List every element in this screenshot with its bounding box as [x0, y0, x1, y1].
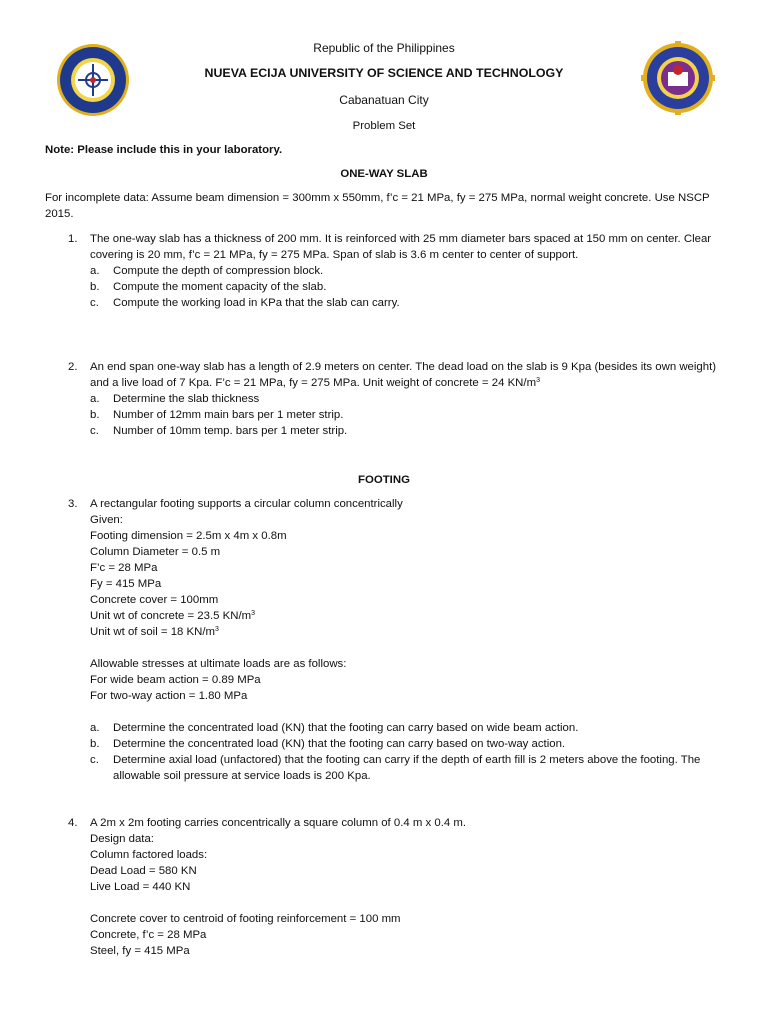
sub-text: Determine axial load (unfactored) that the footing can carry if the depth of earth fill is 2 meters above the footing. The allowable soil pressure at service loads is 200 Kpa. — [113, 754, 701, 782]
sub-question — [90, 407, 728, 423]
sub-text: Determine the slab thickness — [113, 393, 260, 405]
city-name: Cabanatuan City — [339, 93, 429, 107]
sub-text: Determine the concentrated load (KN) that the footing can carry based on wide beam action. — [113, 722, 579, 734]
given-line: Unit wt of soil = 18 $KN/m^3$ — [90, 626, 219, 638]
sub-letter: c. — [90, 297, 99, 309]
design-line: Concrete cover to centroid of footing reinforcement = 100 mm — [90, 913, 401, 925]
allowable-line: For wide beam action = 0.89 MPa — [90, 674, 261, 686]
given-line: Concrete cover = 100mm — [90, 594, 219, 606]
design-line: Concrete, f’c = 28 MPa — [90, 929, 207, 941]
problem-text: A 2m x 2m footing carries concentrically a square column of 0.4 m x 0.4 m. — [90, 817, 467, 829]
allowable-label: Allowable stresses at ultimate loads are as follows: — [90, 658, 347, 670]
sub-question — [90, 720, 728, 736]
problem-1 — [68, 231, 728, 311]
sub-letter: c. — [90, 754, 99, 766]
given-line: Unit wt of concrete = 23.5 $KN/m^3$ — [90, 610, 256, 622]
sub-text: Compute the working load in KPa that the slab can carry. — [113, 297, 400, 309]
sub-question — [90, 279, 728, 295]
problem-number: 4. — [68, 817, 78, 829]
problem-2 — [68, 359, 728, 439]
sub-text: Number of 12mm main bars per 1 meter strip. — [113, 409, 344, 421]
republic-heading: Republic of the Philippines — [313, 41, 455, 55]
sub-letter: b. — [90, 409, 100, 421]
sub-question — [90, 736, 728, 752]
sub-letter: a. — [90, 393, 100, 405]
design-line: Live Load = 440 KN — [90, 881, 191, 893]
design-line: Design data: — [90, 833, 154, 845]
sub-letter: a. — [90, 265, 100, 277]
document-title: Problem Set — [352, 120, 416, 132]
sub-question — [90, 752, 728, 784]
sub-question — [90, 295, 728, 311]
sub-text: Compute the moment capacity of the slab. — [113, 281, 327, 293]
university-name: NUEVA ECIJA UNIVERSITY OF SCIENCE AND TECHNOLOGY — [204, 66, 564, 80]
allowable-line: For two-way action = 1.80 MPa — [90, 690, 248, 702]
problem-text: An end span one-way slab has a length of 2.9 meters on center. The dead load on the slab is 9 Kpa (besides its own weight) and a live load of 7 Kpa. F’c = 21 MPa, fy = 275 MPa. Unit weight of concrete = 24 $KN/m^3$ — [90, 361, 717, 389]
problem-number: 2. — [68, 361, 78, 373]
problem-number: 1. — [68, 233, 78, 245]
sub-text: Compute the depth of compression block. — [113, 265, 324, 277]
problem-text: The one-way slab has a thickness of 200 mm. It is reinforced with 25 mm diameter bars spaced at 150 mm on center. Clear covering is 20 mm, f’c = 21 MPa, fy = 275 MPa. Span of slab is 3.6 m center to center of support. — [90, 233, 712, 261]
design-line: Steel, fy = 415 MPa — [90, 945, 190, 957]
given-line: Footing dimension = 2.5m x 4m x 0.8m — [90, 530, 287, 542]
sub-question — [90, 391, 728, 407]
superscript: 3 — [536, 377, 540, 384]
problem-4 — [68, 815, 728, 959]
sub-letter: a. — [90, 722, 100, 734]
sub-text: Determine the concentrated load (KN) that the footing can carry based on two-way action. — [113, 738, 566, 750]
given-line: Fy = 415 MPa — [90, 578, 162, 590]
given-label: Given: — [90, 514, 123, 526]
given-line: F’c = 28 MPa — [90, 562, 158, 574]
superscript: 3 — [251, 610, 256, 617]
superscript: 3 — [215, 626, 219, 633]
sub-text: Number of 10mm temp. bars per 1 meter strip. — [113, 425, 348, 437]
problem-text: A rectangular footing supports a circular column concentrically — [90, 498, 403, 510]
section-intro: For incomplete data: Assume beam dimension = 300mm x 550mm, f’c = 21 MPa, fy = 275 MPa, normal weight concrete. Use NSCP 2015. — [45, 192, 710, 220]
problem-number: 3. — [68, 498, 78, 510]
sub-letter: b. — [90, 738, 100, 750]
sub-letter: c. — [90, 425, 99, 437]
given-line: Column Diameter = 0.5 m — [90, 546, 221, 558]
design-line: Dead Load = 580 KN — [90, 865, 197, 877]
design-line: Column factored loads: — [90, 849, 208, 861]
lab-note: Note: Please include this in your laboratory. — [45, 144, 283, 156]
sub-question — [90, 263, 728, 279]
problem-3 — [68, 496, 728, 784]
section-title-footing: FOOTING — [358, 474, 410, 486]
sub-question — [90, 423, 728, 439]
section-title-one-way-slab: ONE-WAY SLAB — [340, 168, 428, 180]
sub-letter: b. — [90, 281, 100, 293]
